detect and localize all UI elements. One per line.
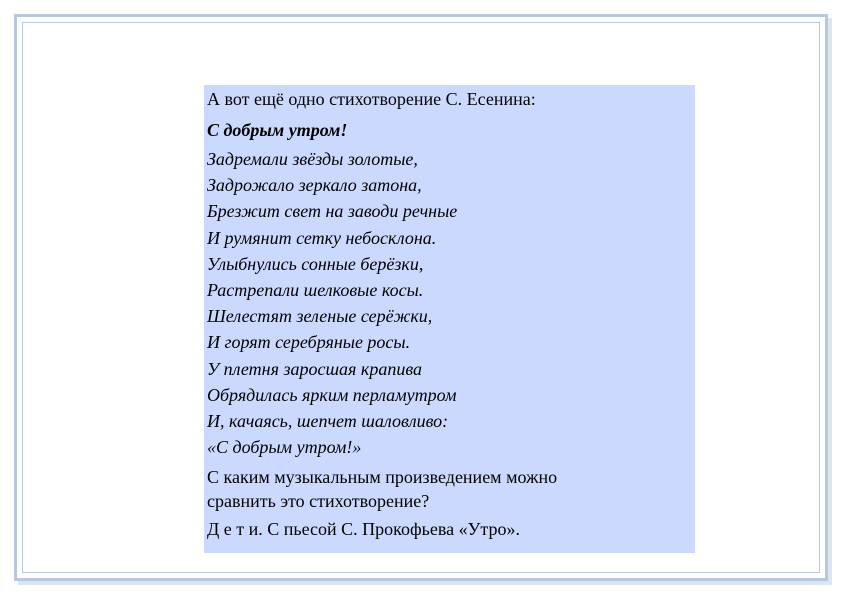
poem-line: Обрядилась ярким перламутром <box>207 384 457 405</box>
frame-shadow-bottom <box>18 581 832 585</box>
poem-line: Задремали звёзды золотые, <box>207 149 418 169</box>
poem-title: С добрым утром! <box>207 120 348 140</box>
poem-body <box>207 146 692 460</box>
poem-line: «С добрым утром!» <box>207 437 362 458</box>
poem-line: У плетня заросшая крапива <box>207 358 423 379</box>
answer-text: Д е т и. С пьесой С. Прокофьева «Утро». <box>207 519 520 540</box>
slide-text-block <box>204 85 695 553</box>
frame-shadow-right <box>828 18 832 585</box>
question-line: сравнить это стихотворение? <box>207 491 430 512</box>
question-text <box>207 465 692 513</box>
poem-line: Задрожало зеркало затона, <box>207 175 422 196</box>
intro-text: А вот ещё одно стихотворение С. Есенина: <box>207 89 536 109</box>
poem-line: Шелестят зеленые серёжки, <box>207 306 433 327</box>
poem-line: И, качаясь, шепчет шаловливо: <box>207 411 449 432</box>
poem-line: Улыбнулись сонные берёзки, <box>207 253 424 274</box>
poem-line: Растрепали шелковые косы. <box>207 280 424 301</box>
poem-line: Брезжит свет на заводи речные <box>207 201 458 222</box>
poem-line: И горят серебряные росы. <box>207 332 411 353</box>
question-line: С каким музыкальным произведением можно <box>207 467 558 488</box>
poem-line: И румянит сетку небосклона. <box>207 227 437 248</box>
